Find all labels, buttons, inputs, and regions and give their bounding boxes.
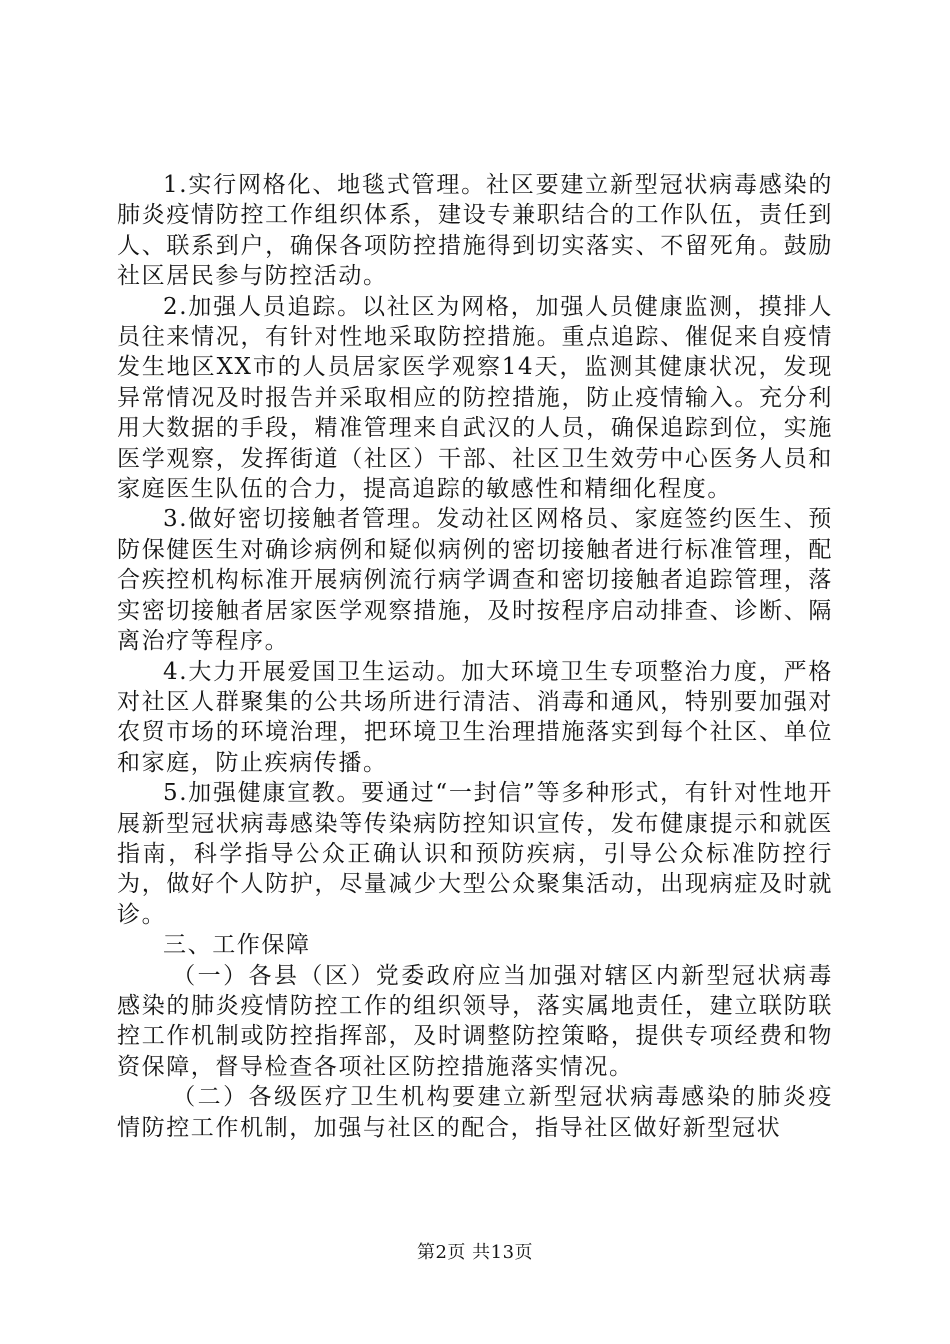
sub-paragraph-2: （二）各级医疗卫生机构要建立新型冠状病毒感染的肺炎疫情防控工作机制，加强与社区的配合，指导社区做好新型冠状 — [117, 1084, 833, 1141]
paragraph-4: 4.大力开展爱国卫生运动。加大环境卫生专项整治力度，严格对社区人群聚集的公共场所进行清洁、消毒和通风，特别要加强对农贸市场的环境治理，把环境卫生治理措施落实到每个社区、单位和家庭，防止疾病传播。 — [117, 658, 833, 776]
paragraph-3: 3.做好密切接触者管理。发动社区网格员、家庭签约医生、预防保健医生对确诊病例和疑似病例的密切接触者进行标准管理，配合疾控机构标准开展病例流行病学调查和密切接触者追踪管理，落实密切接触者居家医学观察措施，及时按程序启动排查、诊断、隔离治疗等程序。 — [117, 506, 833, 655]
paragraph-1: 1.实行网格化、地毯式管理。社区要建立新型冠状病毒感染的肺炎疫情防控工作组织体系，建设专兼职结合的工作队伍，责任到人、联系到户，确保各项防控措施得到切实落实、不留死角。鼓励社区居民参与防控活动。 — [117, 172, 833, 290]
document-body — [117, 170, 833, 1143]
sub-paragraph-1: （一）各县（区）党委政府应当加强对辖区内新型冠状病毒感染的肺炎疫情防控工作的组织领导，落实属地责任，建立联防联控工作机制或防控指挥部，及时调整防控策略，提供专项经费和物资保障，督导检查各项社区防控措施落实情况。 — [117, 962, 833, 1080]
section-heading: 三、工作保障 — [163, 932, 311, 959]
page-footer — [0, 1238, 950, 1264]
paragraph-5: 5.加强健康宣教。要通过“一封信”等多种形式，有针对性地开展新型冠状病毒感染等传染病防控知识宣传，发布健康提示和就医指南，科学指导公众正确认识和预防疾病，引导公众标准防控行为，做好个人防护，尽量减少大型公众聚集活动，出现病症及时就诊。 — [117, 780, 833, 928]
paragraph-2: 2.加强人员追踪。以社区为网格，加强人员健康监测，摸排人员往来情况，有针对性地采取防控措施。重点追踪、催促来自疫情发生地区XX市的人员居家医学观察14天，监测其健康状况，发现异常情况及时报告并采取相应的防控措施，防止疫情输入。充分利用大数据的手段，精准管理来自武汉的人员，确保追踪到位，实施医学观察，发挥街道（社区）干部、社区卫生效劳中心医务人员和家庭医生队伍的合力，提高追踪的敏感性和精细化程度。 — [117, 293, 833, 503]
page-number-label: 第2页 共13页 — [416, 1242, 534, 1263]
